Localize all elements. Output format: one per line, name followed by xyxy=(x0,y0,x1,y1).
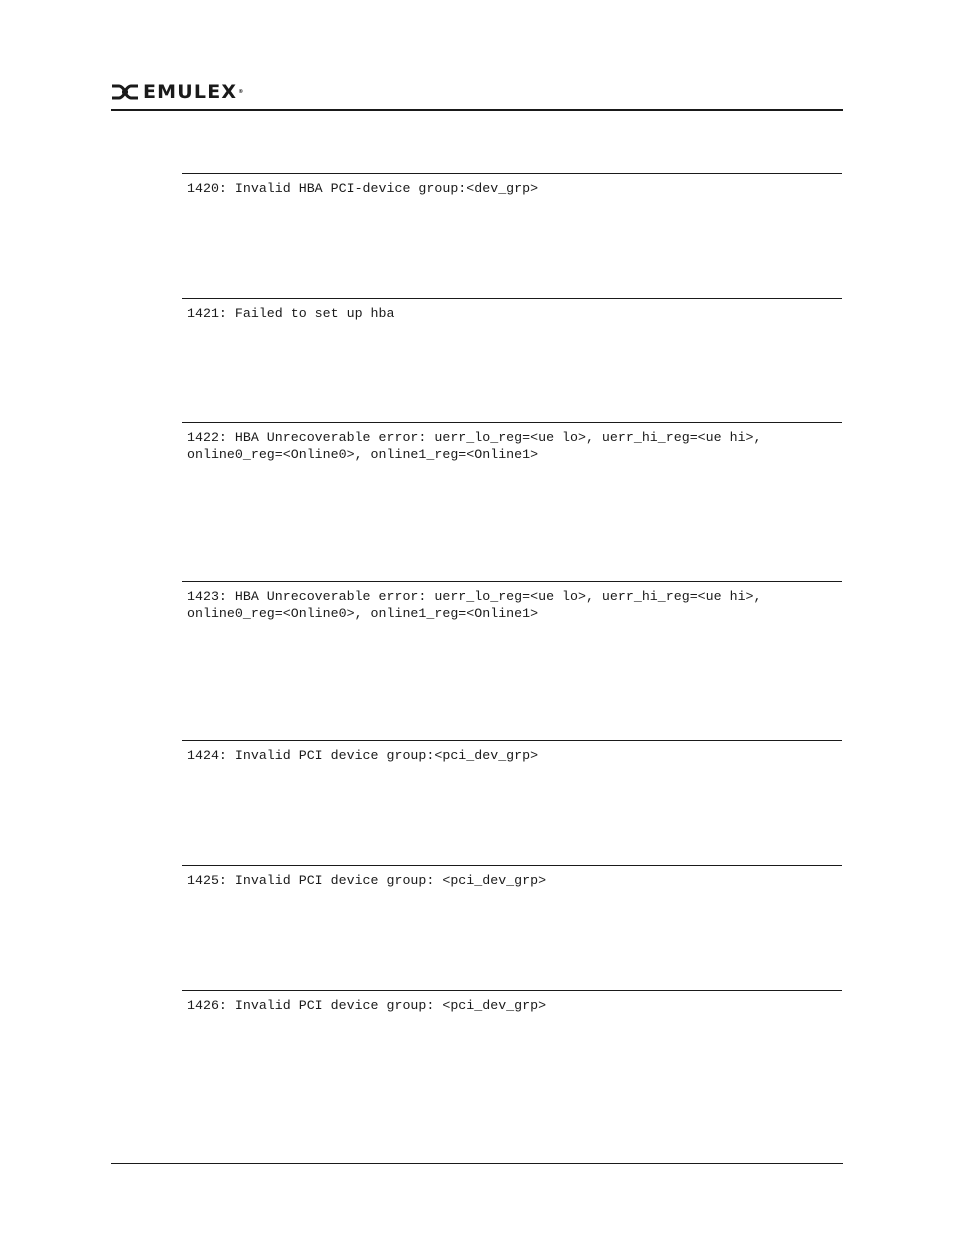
error-entry-1420 xyxy=(182,173,842,197)
error-message: 1423: HBA Unrecoverable error: uerr_lo_reg=<ue lo>, uerr_hi_reg=<ue hi>, online0_reg=<Online0>, online1_reg=<Online1> xyxy=(187,589,762,621)
error-message: 1424: Invalid PCI device group:<pci_dev_grp> xyxy=(187,748,539,763)
error-entry-1423 xyxy=(182,581,842,622)
error-entry-1421 xyxy=(182,298,842,322)
error-message: 1422: HBA Unrecoverable error: uerr_lo_reg=<ue lo>, uerr_hi_reg=<ue hi>, online0_reg=<Online0>, online1_reg=<Online1> xyxy=(187,430,762,462)
error-entry-1422 xyxy=(182,422,842,463)
error-message: 1420: Invalid HBA PCI-device group:<dev_grp> xyxy=(187,181,539,196)
error-entry-1426 xyxy=(182,990,842,1014)
error-entry-1425 xyxy=(182,865,842,889)
emulex-logo xyxy=(111,81,244,103)
brand-name: EMULEX® xyxy=(143,81,245,103)
emulex-logo-icon xyxy=(111,84,139,100)
footer-divider xyxy=(111,1163,843,1164)
error-message: 1426: Invalid PCI device group: <pci_dev_grp> xyxy=(187,998,547,1013)
page-header xyxy=(111,78,843,111)
error-message: 1425: Invalid PCI device group: <pci_dev_grp> xyxy=(187,873,547,888)
error-entry-1424 xyxy=(182,740,842,764)
error-message: 1421: Failed to set up hba xyxy=(187,306,395,321)
